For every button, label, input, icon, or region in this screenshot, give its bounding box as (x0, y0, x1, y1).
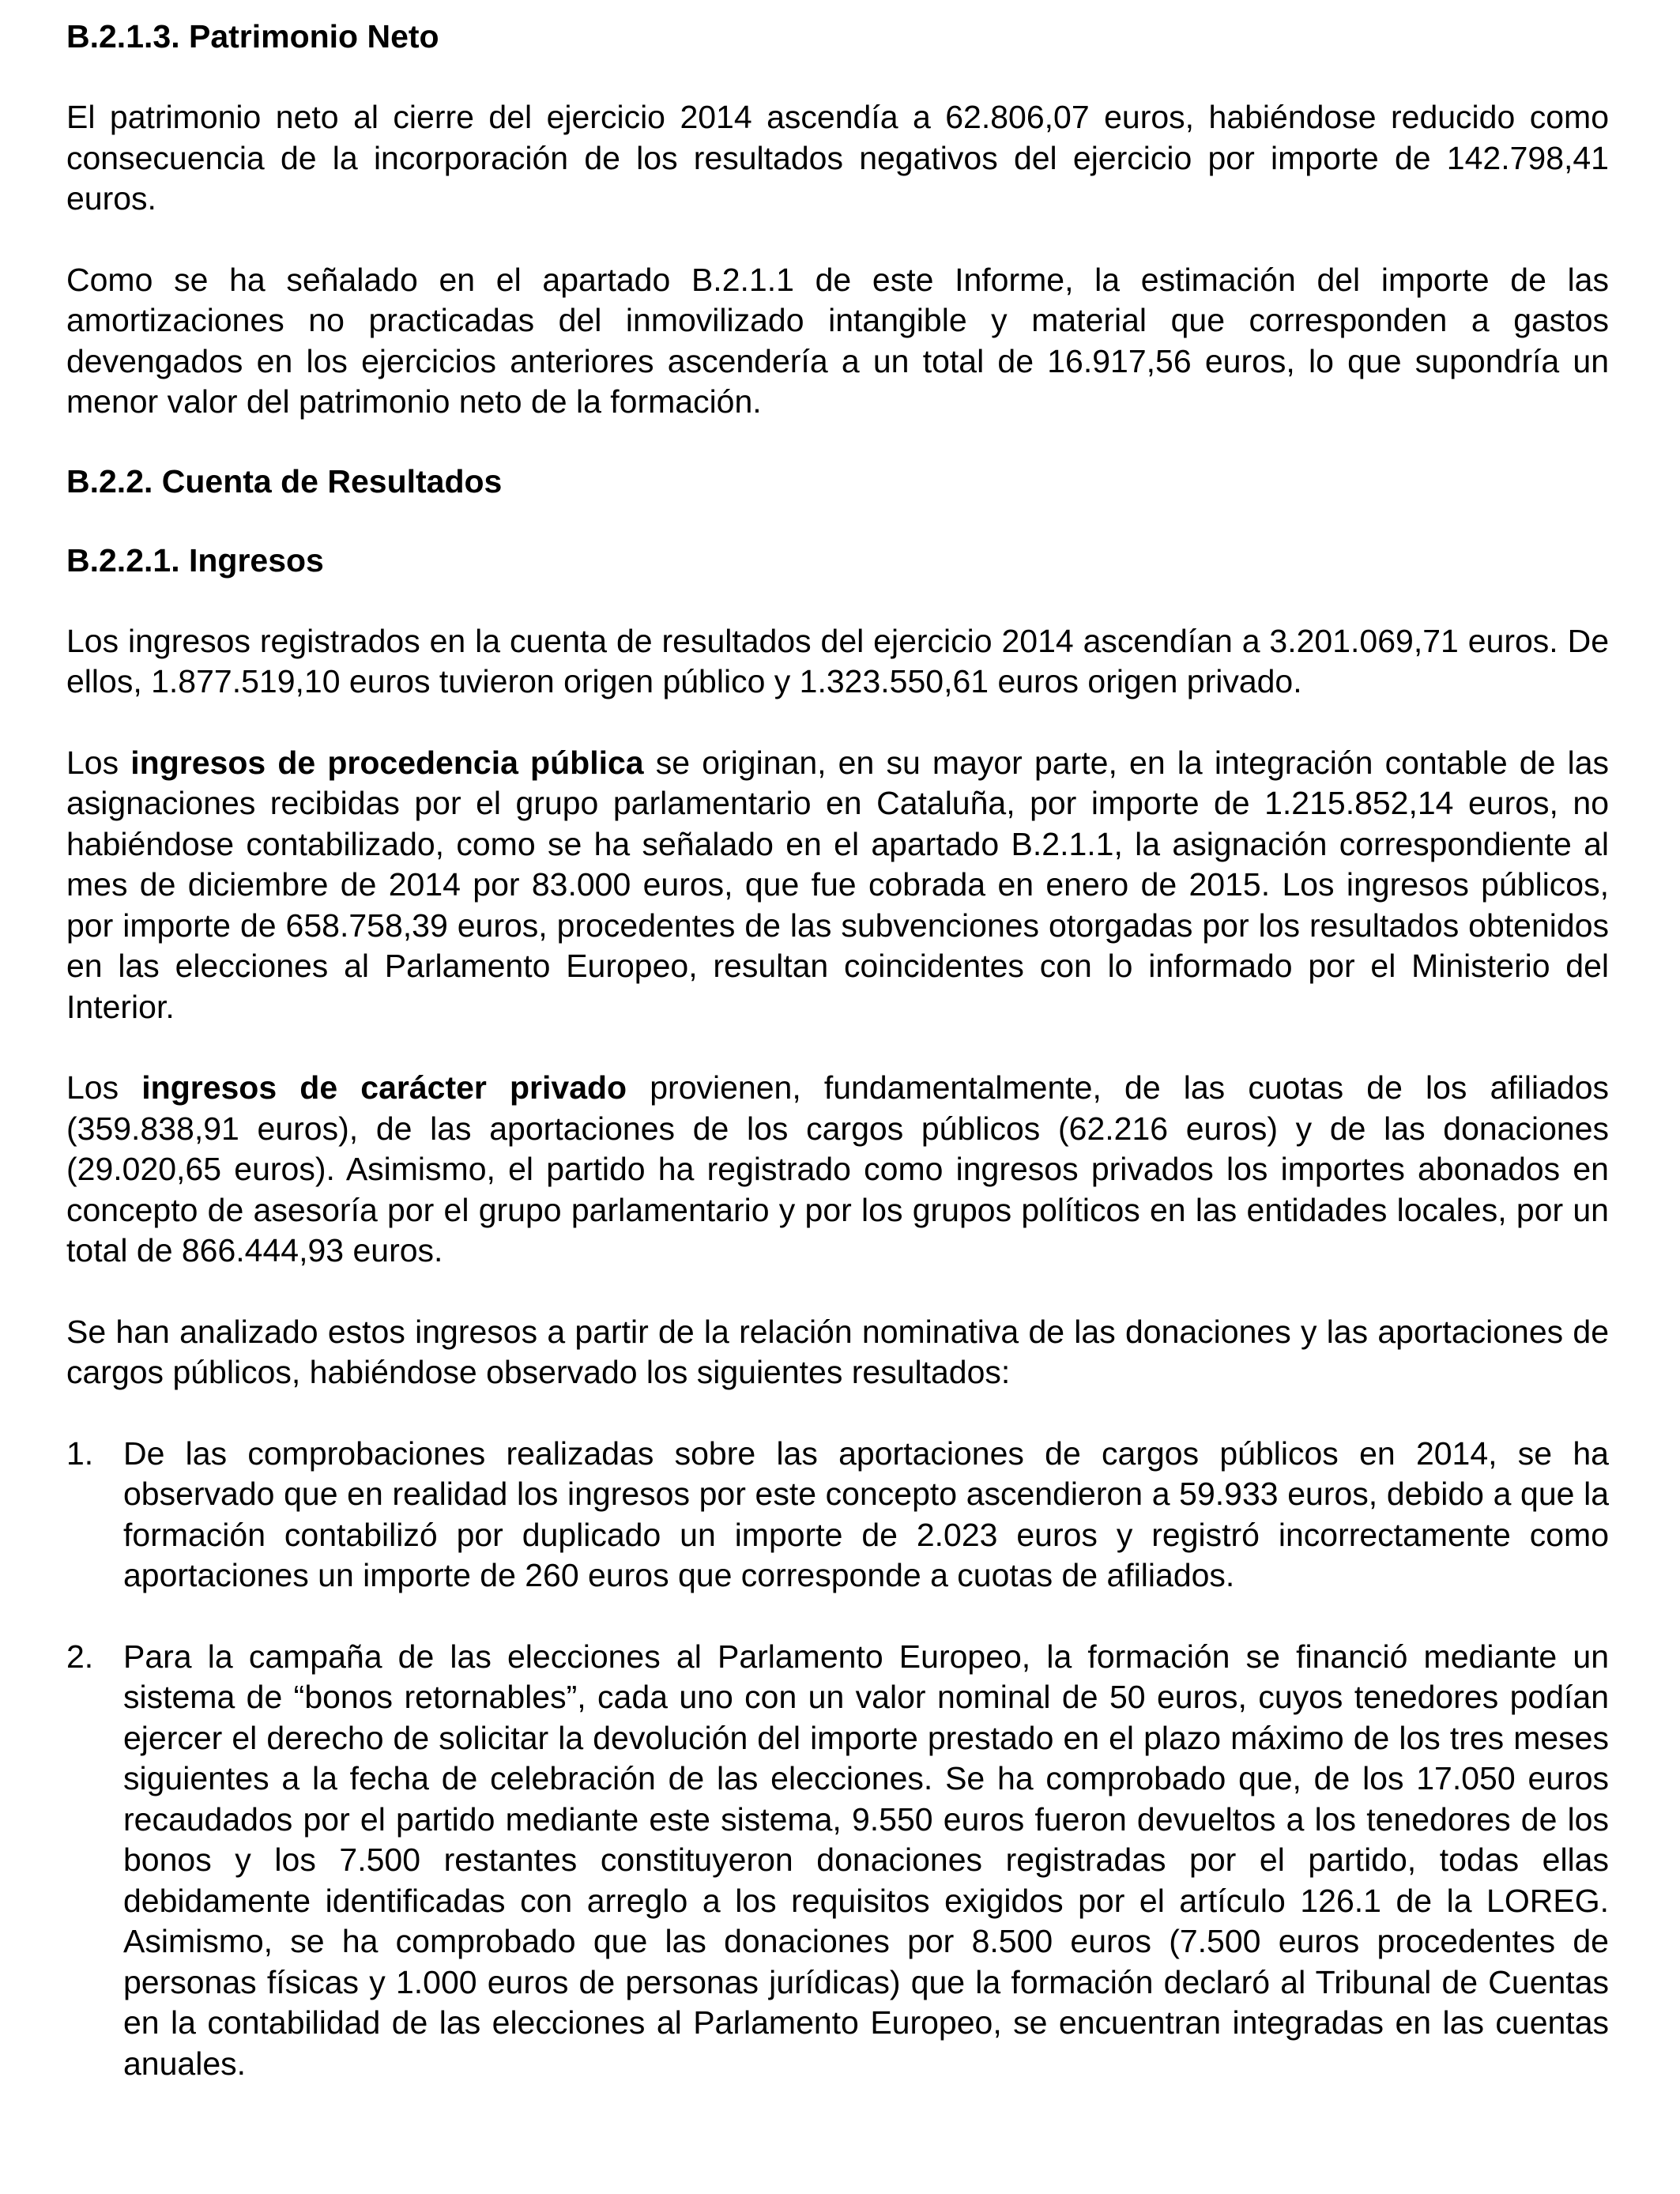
paragraph-rest: provienen, fundamentalmente, de las cuotas de los afiliados (359.838,91 euros), de las aportaciones de los cargos públicos (62.216 euros) y de las donaciones (29.020,65 euros). Asimismo, el partido ha registrado como ingresos privados los importes abonados en concepto de asesoría por el grupo parlamentario y por los grupos políticos en las entidades locales, por un total de 866.444,93 euros. (66, 1069, 1610, 1269)
paragraph-patrimonio-1: El patrimonio neto al cierre del ejercicio 2014 ascendía a 62.806,07 euros, habiéndose reducido como consecuencia de la incorporación de los resultados negativos del ejercicio por importe de 142.798,41 euros. (66, 99, 1609, 217)
heading-cuenta-resultados: B.2.2. Cuenta de Resultados (66, 462, 503, 499)
paragraph-patrimonio-2: Como se ha señalado en el apartado B.2.1.1 de este Informe, la estimación del importe de las amortizaciones no practicadas del inmovilizado intangible y material que corresponden a gastos devengados en los ejercicios anteriores ascendería a un total de 16.917,56 euros, lo que supondría un menor valor del patrimonio neto de la formación. (66, 261, 1609, 420)
paragraph-prefix: Los (66, 1069, 142, 1106)
list-item (66, 1434, 1609, 1596)
heading-ingresos: B.2.2.1. Ingresos (66, 541, 324, 579)
list-item-text: De las comprobaciones realizadas sobre las aportaciones de cargos públicos en 2014, se ha observado que en realidad los ingresos por este concepto ascendieron a 59.933 euros, debido a que la formación contabilizó por duplicado un importe de 2.023 euros y registró incorrectamente como aportaciones un importe de 260 euros que corresponde a cuotas de afiliados. (123, 1434, 1609, 1593)
paragraph-ingresos-privados (66, 1068, 1609, 1272)
paragraph-ingresos-publicos (66, 743, 1609, 1028)
list-item (66, 1637, 1609, 2085)
paragraph-analisis: Se han analizado estos ingresos a partir de la relación nominativa de las donaciones y las aportaciones de cargos públicos, habiéndose observado los siguientes resultados: (66, 1313, 1609, 1390)
paragraph-ingresos-total: Los ingresos registrados en la cuenta de resultados del ejercicio 2014 ascendían a 3.201.069,71 euros. De ellos, 1.877.519,10 euros tuvieron origen público y 1.323.550,61 euros origen privado. (66, 622, 1609, 699)
bold-term-procedencia-publica: ingresos de procedencia pública (130, 744, 644, 781)
paragraph-rest: se originan, en su mayor parte, en la integración contable de las asignaciones recibidas por el grupo parlamentario en Cataluña, por importe de 1.215.852,14 euros, no habiéndose contabilizado, como se ha señalado en el apartado B.2.1.1, la asignación correspondiente al mes de diciembre de 2014 por 83.000 euros, que fue cobrada en enero de 2015. Los ingresos públicos, por importe de 658.758,39 euros, procedentes de las subvenciones otorgadas por los resultados obtenidos en las elecciones al Parlamento Europeo, resultan coincidentes con lo informado por el Ministerio del Interior. (66, 744, 1609, 1025)
bold-term-caracter-privado: ingresos de carácter privado (141, 1069, 627, 1106)
paragraph-prefix: Los (66, 744, 131, 781)
document-page (66, 16, 1609, 2084)
heading-patrimonio-neto: B.2.1.3. Patrimonio Neto (66, 18, 439, 55)
list-item-number: 1. (66, 1434, 94, 1472)
list-item-text: Para la campaña de las elecciones al Parlamento Europeo, la formación se financió mediante un sistema de “bonos retornables”, cada uno con un valor nominal de 50 euros, cuyos tenedores podían ejercer el derecho de solicitar la devolución del importe prestado en el plazo máximo de los tres meses siguientes a la fecha de celebración de las elecciones. Se ha comprobado que, de los 17.050 euros recaudados por el partido mediante este sistema, 9.550 euros fueron devueltos a los tenedores de los bonos y los 7.500 restantes constituyeron donaciones registradas por el partido, todas ellas debidamente identificadas con arreglo a los requisitos exigidos por el artículo 126.1 de la LOREG. Asimismo, se ha comprobado que las donaciones por 8.500 euros (7.500 euros procedentes de personas físicas y 1.000 euros de personas jurídicas) que la formación declaró al Tribunal de Cuentas en la contabilidad de las elecciones al Parlamento Europeo, se encuentran integradas en las cuentas anuales. (123, 1638, 1609, 2082)
list-item-number: 2. (66, 1638, 94, 1675)
